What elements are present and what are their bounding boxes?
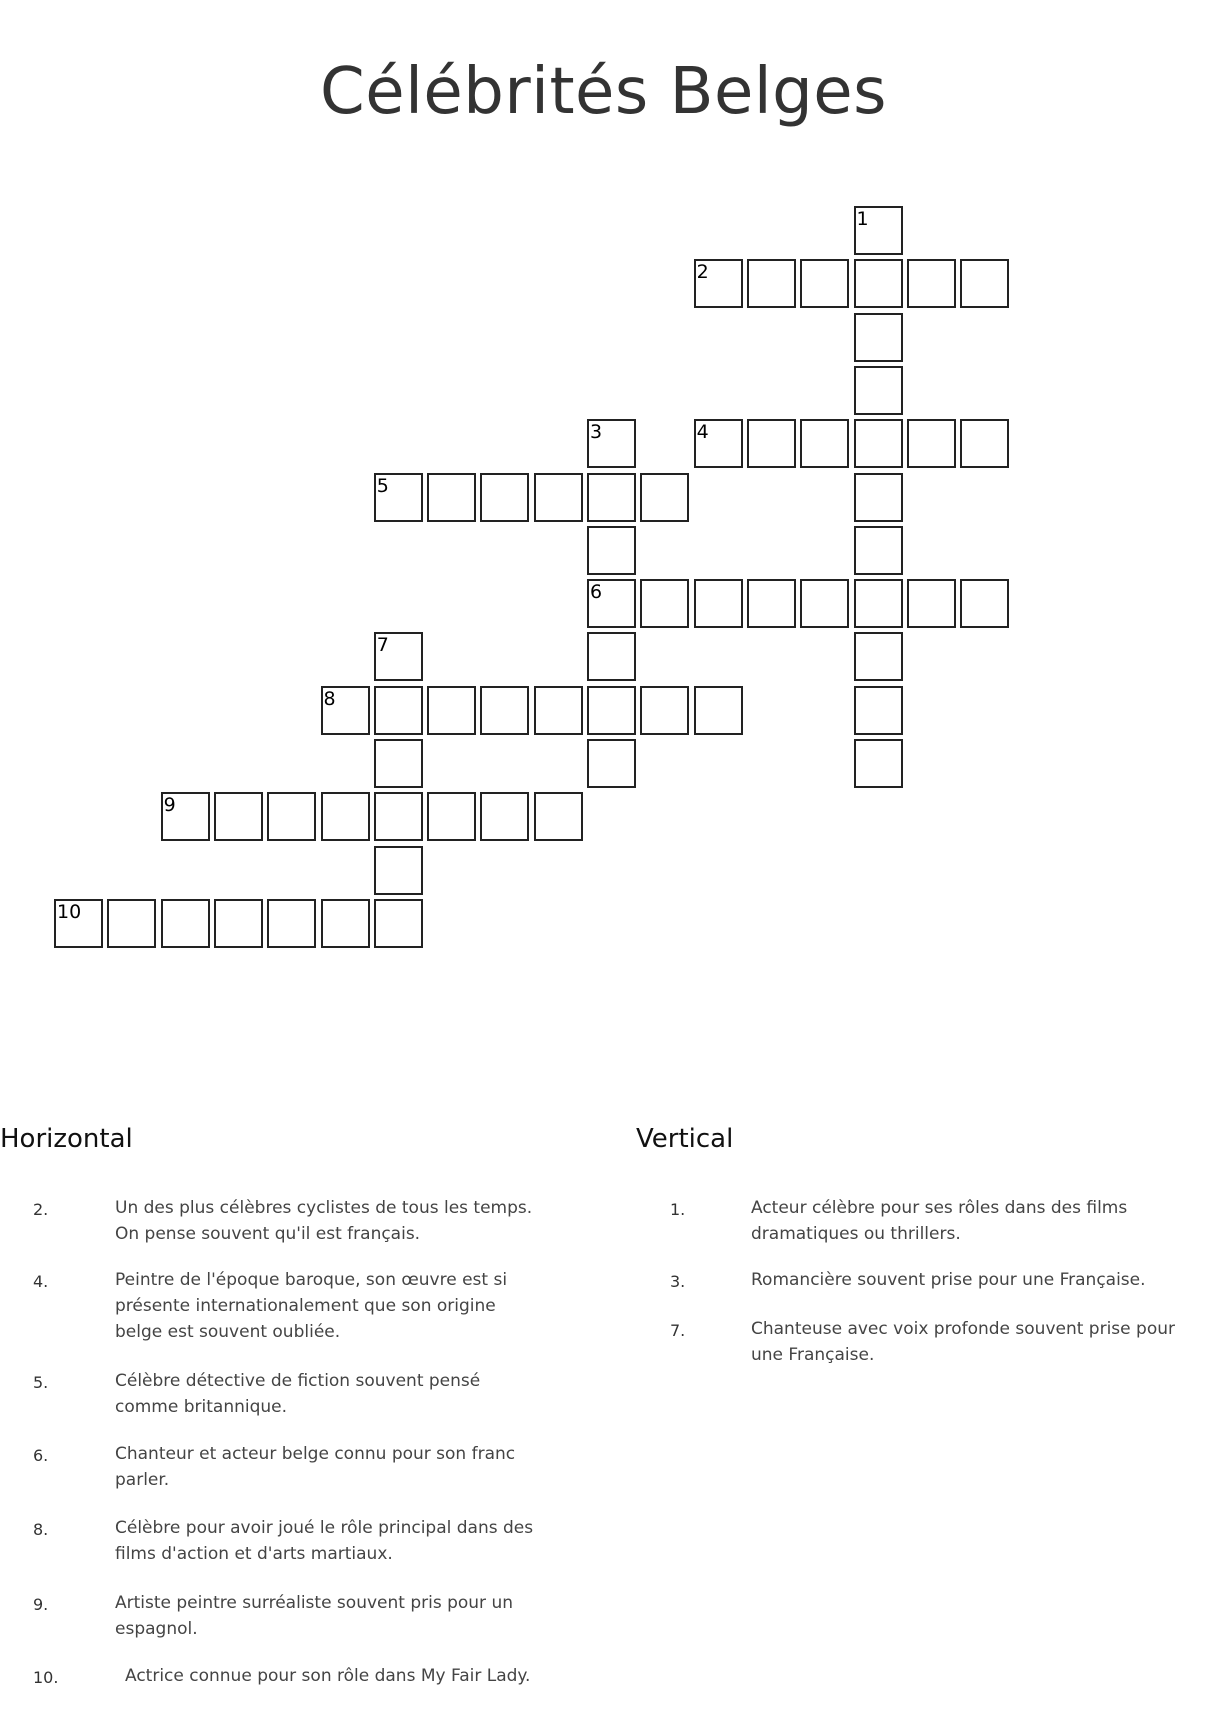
crossword-cell[interactable] [587, 419, 636, 468]
crossword-cell[interactable] [800, 419, 849, 468]
crossword-cell[interactable] [374, 739, 423, 788]
crossword-cell[interactable] [534, 792, 583, 841]
crossword-cell[interactable] [960, 579, 1009, 628]
crossword-cell[interactable] [427, 792, 476, 841]
clue-text: Actrice connue pour son rôle dans My Fair Lady. [125, 1666, 531, 1686]
clue-text: Un des plus célèbres cyclistes de tous les temps. On pense souvent qu'il est français. [115, 1198, 533, 1244]
crossword-cell[interactable] [694, 259, 743, 308]
clue-num: 6. [33, 1446, 49, 1465]
crossword-cell[interactable] [321, 686, 370, 735]
crossword-cell[interactable] [427, 686, 476, 735]
crossword-cell[interactable] [640, 579, 689, 628]
crossword-cell[interactable] [960, 259, 1009, 308]
crossword-cell[interactable] [374, 632, 423, 681]
crossword-cell[interactable] [480, 473, 529, 522]
crossword-cell[interactable] [587, 526, 636, 575]
horizontal-heading: Horizontal [0, 1124, 133, 1154]
crossword-cell[interactable] [587, 579, 636, 628]
clue-num: 3. [670, 1272, 686, 1291]
clue-num: 1. [670, 1200, 686, 1219]
clue-text: Célèbre pour avoir joué le rôle principal dans des films d'action et d'arts martiaux. [115, 1518, 534, 1564]
crossword-cell[interactable] [907, 259, 956, 308]
crossword-cell[interactable] [907, 579, 956, 628]
crossword-cell[interactable] [161, 899, 210, 948]
crossword-cell[interactable] [374, 473, 423, 522]
crossword-cell[interactable] [640, 473, 689, 522]
clue-number: 8 [323, 687, 336, 710]
crossword-cell[interactable] [587, 686, 636, 735]
crossword-cell[interactable] [800, 579, 849, 628]
crossword-cell[interactable] [267, 792, 316, 841]
clue-number: 3 [590, 421, 603, 444]
crossword-cell[interactable] [694, 686, 743, 735]
crossword-cell[interactable] [480, 792, 529, 841]
clue-text: Acteur célèbre pour ses rôles dans des films dramatiques ou thrillers. [751, 1198, 1128, 1244]
clue-number: 7 [376, 634, 389, 657]
clue-number: 5 [376, 474, 389, 497]
crossword-cell[interactable] [854, 579, 903, 628]
clue-number: 2 [696, 261, 709, 284]
clue-text: Peintre de l'époque baroque, son œuvre est si présente internationalement que son origine belge est souvent oubliée. [115, 1270, 508, 1342]
crossword-cell[interactable] [854, 313, 903, 362]
crossword-cell[interactable] [854, 206, 903, 255]
crossword-cell[interactable] [267, 899, 316, 948]
crossword-cell[interactable] [747, 259, 796, 308]
crossword-cell[interactable] [374, 899, 423, 948]
clue-num: 7. [670, 1321, 686, 1340]
crossword-cell[interactable] [321, 899, 370, 948]
crossword-cell[interactable] [854, 739, 903, 788]
crossword-cell[interactable] [587, 632, 636, 681]
crossword-cell[interactable] [587, 739, 636, 788]
clue-number: 6 [590, 581, 603, 604]
crossword-cell[interactable] [854, 259, 903, 308]
crossword-cell[interactable] [854, 366, 903, 415]
crossword-cell[interactable] [854, 419, 903, 468]
crossword-cell[interactable] [374, 792, 423, 841]
vertical-heading: Vertical [636, 1124, 734, 1154]
clue-text: Chanteuse avec voix profonde souvent prise pour une Française. [751, 1319, 1175, 1365]
clue-num: 2. [33, 1200, 49, 1219]
crossword-cell[interactable] [800, 259, 849, 308]
crossword-cell[interactable] [854, 473, 903, 522]
crossword-cell[interactable] [694, 579, 743, 628]
crossword-cell[interactable] [374, 846, 423, 895]
crossword-cell[interactable] [534, 473, 583, 522]
crossword-cell[interactable] [747, 419, 796, 468]
crossword-cell[interactable] [374, 686, 423, 735]
clue-text: Artiste peintre surréaliste souvent pris pour un espagnol. [115, 1593, 513, 1639]
crossword-cell[interactable] [427, 473, 476, 522]
crossword-cell[interactable] [480, 686, 529, 735]
crossword-cell[interactable] [54, 899, 103, 948]
clue-text: Romancière souvent prise pour une Française. [751, 1270, 1146, 1290]
clue-number: 10 [57, 900, 82, 923]
crossword-cell[interactable] [640, 686, 689, 735]
clue-text: Célèbre détective de fiction souvent pensé comme britannique. [115, 1371, 481, 1417]
crossword-cell[interactable] [960, 419, 1009, 468]
page-title: Célébrités Belges [320, 55, 887, 129]
crossword-cell[interactable] [587, 473, 636, 522]
crossword-cell[interactable] [161, 792, 210, 841]
crossword-cell[interactable] [534, 686, 583, 735]
crossword-cell[interactable] [854, 632, 903, 681]
clue-num: 10. [33, 1668, 59, 1687]
clue-text: Chanteur et acteur belge connu pour son franc parler. [115, 1444, 516, 1490]
crossword-cell[interactable] [907, 419, 956, 468]
clue-number: 9 [163, 794, 176, 817]
crossword-cell[interactable] [107, 899, 156, 948]
crossword-cell[interactable] [214, 899, 263, 948]
clue-num: 4. [33, 1272, 49, 1291]
clue-number: 4 [696, 421, 709, 444]
crossword-cell[interactable] [694, 419, 743, 468]
crossword-cell[interactable] [321, 792, 370, 841]
crossword-cell[interactable] [747, 579, 796, 628]
crossword-cell[interactable] [214, 792, 263, 841]
crossword-cell[interactable] [854, 686, 903, 735]
crossword-cell[interactable] [854, 526, 903, 575]
clue-num: 9. [33, 1595, 49, 1614]
clue-num: 8. [33, 1520, 49, 1539]
clue-num: 5. [33, 1373, 49, 1392]
clue-number: 1 [856, 208, 869, 230]
